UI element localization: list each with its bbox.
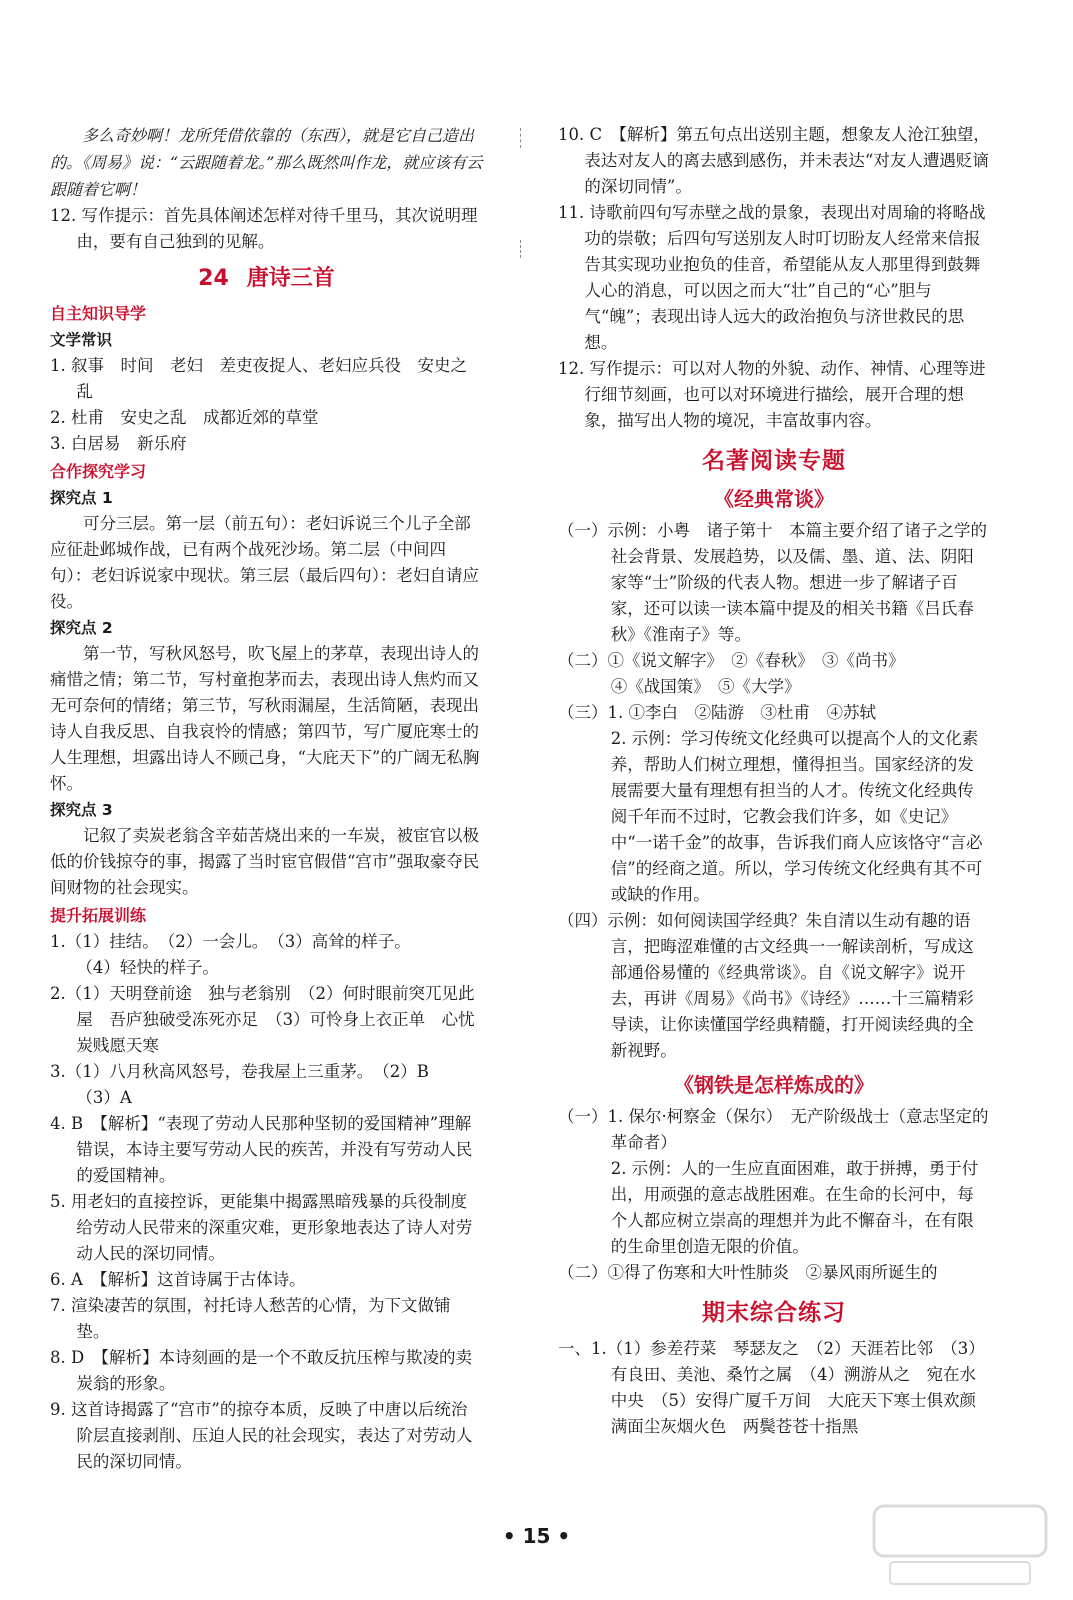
section-title-classics: 名著阅读专题 xyxy=(702,448,846,474)
answer-9: 9. 这首诗揭露了“宫市”的掠夺本质，反映了中唐以后统治阶层直接剥削、压迫人民的社会现实，表达了对劳动人民的深切同情。 xyxy=(50,1400,473,1471)
watermark-logo-icon xyxy=(870,1500,1050,1590)
explore-point-2-heading: 探究点 2 xyxy=(50,619,113,637)
literature-item-1: 1. 叙事 时间 老妇 差吏夜捉人、老妇应兵役 安史之乱 xyxy=(50,356,467,401)
section-heading-self-study: 自主知识导学 xyxy=(50,304,147,323)
answer-7: 7. 渲染凄苦的氛围，衬托诗人愁苦的心情，为下文做铺垫。 xyxy=(50,1296,451,1341)
answer-1-4: （4）轻快的样子。 xyxy=(76,958,219,977)
section-heading-cooperative: 合作探究学习 xyxy=(50,462,147,481)
page-number: • 15 • xyxy=(502,1524,571,1548)
answer-12-right: 12. 写作提示：可以对人物的外貌、动作、神情、心理等进行细节刻画，也可以对环境进行描绘，展开合理的想象，描写出人物的境况，丰富故事内容。 xyxy=(558,359,986,430)
answer-1: 1.（1）挂结。 （2）一会儿。 （3）高耸的样子。 xyxy=(50,932,411,951)
lesson-name: 唐诗三首 xyxy=(246,266,335,291)
explore-point-1-heading: 探究点 1 xyxy=(50,489,113,507)
subheading-literature: 文学常识 xyxy=(50,331,113,349)
explore-point-3-text: 记叙了卖炭老翁含辛茹苦烧出来的一车炭，被宦官以极低的价钱掠夺的事，揭露了当时宦官假借“宫市”强取豪夺民间财物的社会现实。 xyxy=(50,826,480,897)
book1-part-4: （四）示例：如何阅读国学经典？朱自清以生动有趣的语言，把晦涩难懂的古文经典一一解读剖析，写成这部通俗易懂的《经典常谈》。自《说文解字》说开去，再讲《周易》《尚书》《诗经》……十三篇精彩导读，让你读懂国学经典精髓，打开阅读经典的全新视野。 xyxy=(558,911,974,1060)
book2-part-2: （二）①得了伤寒和大叶性肺炎 ②暴风雨所诞生的 xyxy=(558,1263,938,1282)
explore-point-3-heading: 探究点 3 xyxy=(50,801,113,819)
book2-part-1: （一）1. 保尔·柯察金（保尔） 无产阶级战士（意志坚定的革命者） xyxy=(558,1107,989,1152)
book1-part-1: （一）示例：小粤 诸子第十 本篇主要介绍了诸子之学的社会背景、发展趋势，以及儒、墨、道、法、阴阳家等“士”阶级的代表人物。想进一步了解诸子百家，还可以读一读本篇中提及的相关书籍《吕氏春秋》《淮南子》等。 xyxy=(558,521,987,644)
answer-12: 12. 写作提示：首先具体阐述怎样对待千里马，其次说明理由，要有自己独到的见解。 xyxy=(50,206,478,251)
section-heading-extension: 提升拓展训练 xyxy=(50,906,147,925)
left-column xyxy=(50,122,483,1475)
answer-8: 8. D 【解析】本诗刻画的是一个不敢反抗压榨与欺凌的卖炭翁的形象。 xyxy=(50,1348,472,1393)
final-answer-1: 一、1.（1）参差荇菜 琴瑟友之 （2）天涯若比邻 （3）有良田、美池、桑竹之属 （4）溯游从之 宛在水中央 （5）安得广厦千万间 大庇天下寒士俱欢颜 满面尘灰烟火色 两鬓苍苍十指黑 xyxy=(558,1339,993,1436)
explore-point-1-text: 可分三层。第一层（前五句）：老妇诉说三个儿子全部应征赴邺城作战，已有两个战死沙场。第二层（中间四句）：老妇诉说家中现状。第三层（最后四句）：老妇自请应役。 xyxy=(50,514,479,611)
explore-point-2-text: 第一节，写秋风怒号，吹飞屋上的茅草，表现出诗人的痛惜之情；第二节，写村童抱茅而去，表现出诗人焦灼而又无可奈何的情绪；第三节，写秋雨漏屋，生活简陋，表现出诗人自我反思、自我哀怜的情感；第四节，写广厦庇寒士的人生理想，坦露出诗人不顾己身，“大庇天下”的广阔无私胸怀。 xyxy=(50,644,480,793)
book-title-gangtie: 《钢铁是怎样炼成的》 xyxy=(674,1073,874,1097)
translation-quote: 多么奇妙啊！龙所凭借依靠的（东西），就是它自己造出的。《周易》说：“云跟随着龙。”那么既然叫作龙，就应该有云跟随着它啊！ xyxy=(50,126,483,199)
answer-10: 10. C 【解析】第五句点出送别主题，想象友人沧江独望，表达对友人的离去感到感伤，并未表达“对友人遭遇贬谪的深切同情”。 xyxy=(558,125,990,196)
answer-4: 4. B 【解析】“表现了劳动人民那种坚韧的爱国精神”理解错误，本诗主要写劳动人民的疾苦，并没有写劳动人民的爱国精神。 xyxy=(50,1114,473,1185)
literature-item-2: 2. 杜甫 安史之乱 成都近郊的草堂 xyxy=(50,408,319,427)
literature-item-3: 3. 白居易 新乐府 xyxy=(50,434,187,453)
book1-part-2b: ④《战国策》 ⑤《大学》 xyxy=(610,677,801,696)
right-column xyxy=(558,122,993,1440)
book-title-jingdian: 《经典常谈》 xyxy=(714,487,834,511)
answer-11: 11. 诗歌前四句写赤壁之战的景象，表现出对周瑜的将略战功的崇敬；后四句写送别友人时叮切盼友人经常来信报告其实现功业抱负的佳音，希望能从友人那里得到鼓舞人心的消息，可以因之而大“壮”自己的“心”胆与气“魄”；表现出诗人远大的政治抱负与济世救民的思想。 xyxy=(558,203,986,352)
answer-3-3: （3）A xyxy=(76,1088,132,1107)
answer-5: 5. 用老妇的直接控诉，更能集中揭露黑暗残暴的兵役制度给劳动人民带来的深重灾难，更形象地表达了诗人对劳动人民的深切同情。 xyxy=(50,1192,473,1263)
answer-6: 6. A 【解析】这首诗属于古体诗。 xyxy=(50,1270,306,1289)
book1-part-2a: （二）①《说文解字》 ②《春秋》 ③《尚书》 xyxy=(558,651,905,670)
column-divider-mid xyxy=(520,240,521,258)
answer-2: 2.（1）天明登前途 独与老翁别 （2）何时眼前突兀见此屋 吾庐独破受冻死亦足 （3）可怜身上衣正单 心忧炭贱愿天寒 xyxy=(50,984,475,1055)
book2-part-1b: 2. 示例：人的一生应直面困难，敢于拼搏，勇于付出，用顽强的意志战胜困难。在生命的长河中，每个人都应树立崇高的理想并为此不懈奋斗，在有限的生命里创造无限的价值。 xyxy=(610,1159,979,1256)
book1-part-3: （三）1. ①李白 ②陆游 ③杜甫 ④苏轼 xyxy=(558,703,876,722)
book1-part-3b: 2. 示例：学习传统文化经典可以提高个人的文化素养，帮助人们树立理想，懂得担当。国家经济的发展需要大量有理想有担当的人才。传统文化经典传阅千年而不过时，它教会我们许多，如《史记》中“一诺千金”的故事，告诉我们商人应该恪守“言必信”的经商之道。所以，学习传统文化经典有其不可或缺的作用。 xyxy=(610,729,983,904)
lesson-title xyxy=(50,263,483,295)
answer-3: 3.（1）八月秋高风怒号，卷我屋上三重茅。 （2）B xyxy=(50,1062,429,1081)
lesson-number: 24 xyxy=(198,266,229,291)
section-title-final-practice: 期末综合练习 xyxy=(702,1300,846,1326)
column-divider-top xyxy=(520,128,521,148)
